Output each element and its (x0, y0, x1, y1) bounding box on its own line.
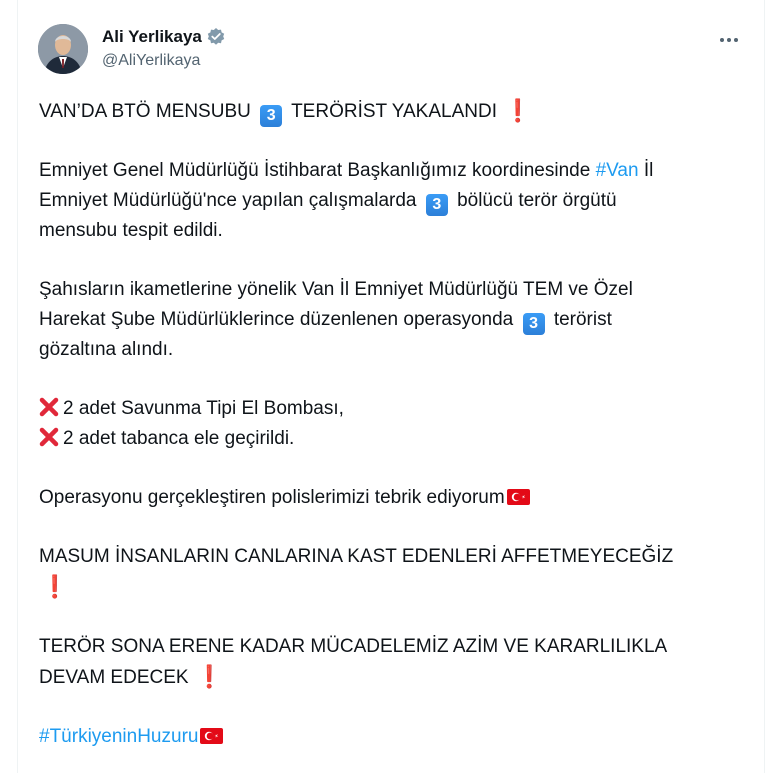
paragraph-warning (39, 542, 739, 603)
headline-part-2: TERÖRİST YAKALANDI (291, 101, 497, 122)
cross-mark-icon (39, 426, 59, 448)
headline-part-1: VAN’DA BTÖ MENSUBU (39, 101, 251, 122)
keycap-3-icon: 3 (523, 313, 545, 335)
paragraph-text: gözaltına alındı. (39, 339, 174, 360)
author-names (102, 26, 226, 70)
author-display-name[interactable]: Ali Yerlikaya (102, 27, 202, 46)
paragraph-text: MASUM İNSANLARIN CANLARINA KAST EDENLERİ AFFETMEYECEĞİZ (39, 546, 674, 567)
hashtag-van[interactable]: #Van (595, 160, 639, 181)
red-exclamation-icon: ❗ (41, 574, 69, 599)
seized-item: 2 adet Savunma Tipi El Bombası, (63, 398, 344, 419)
tweet-headline (39, 96, 739, 127)
paragraph-text: TERÖR SONA ERENE KADAR MÜCADELEMİZ AZİM VE KARARLILIKLA (39, 636, 668, 657)
verified-badge-icon (206, 27, 226, 47)
paragraph-text: terörist (553, 309, 612, 330)
red-exclamation-icon: ❗ (504, 98, 532, 123)
author-handle[interactable]: @AliYerlikaya (102, 52, 201, 69)
paragraph-text: Emniyet Müdürlüğü'nce yapılan çalışmalarda (39, 190, 417, 211)
paragraph-text: DEVAM EDECEK (39, 667, 189, 688)
paragraph-text: bölücü terör örgütü (457, 190, 617, 211)
keycap-3-icon: 3 (260, 105, 282, 127)
tweet-header (38, 24, 744, 80)
paragraph-hashtag (39, 722, 739, 752)
paragraph-text: İl (638, 160, 654, 181)
keycap-3-icon: 3 (426, 194, 448, 216)
cross-mark-icon (39, 396, 59, 418)
paragraph-determination (39, 632, 739, 693)
tweet-card (17, 0, 765, 773)
red-exclamation-icon: ❗ (195, 664, 224, 689)
paragraph-text: Operasyonu gerçekleştiren polislerimizi tebrik ediyorum (39, 487, 505, 508)
paragraph-text: Emniyet Genel Müdürlüğü İstihbarat Başkanlığımız koordinesinde (39, 160, 596, 181)
hashtag-turkiyenin-huzuru[interactable]: #TürkiyeninHuzuru (39, 726, 199, 747)
paragraph-text: mensubu tespit edildi. (39, 220, 223, 241)
tweet-text (39, 96, 739, 752)
turkey-flag-icon (200, 724, 223, 740)
seized-items-list (39, 394, 739, 454)
paragraph-congrats (39, 483, 739, 513)
paragraph-coordination (39, 156, 739, 246)
author-avatar[interactable] (38, 24, 88, 74)
paragraph-operation (39, 275, 739, 365)
paragraph-text: Harekat Şube Müdürlüklerince düzenlenen operasyonda (39, 309, 514, 330)
paragraph-text: Şahısların ikametlerine yönelik Van İl Emniyet Müdürlüğü TEM ve Özel (39, 279, 633, 300)
turkey-flag-icon (507, 485, 530, 501)
seized-item: 2 adet tabanca ele geçirildi. (63, 428, 295, 449)
more-options-icon[interactable] (714, 30, 744, 50)
